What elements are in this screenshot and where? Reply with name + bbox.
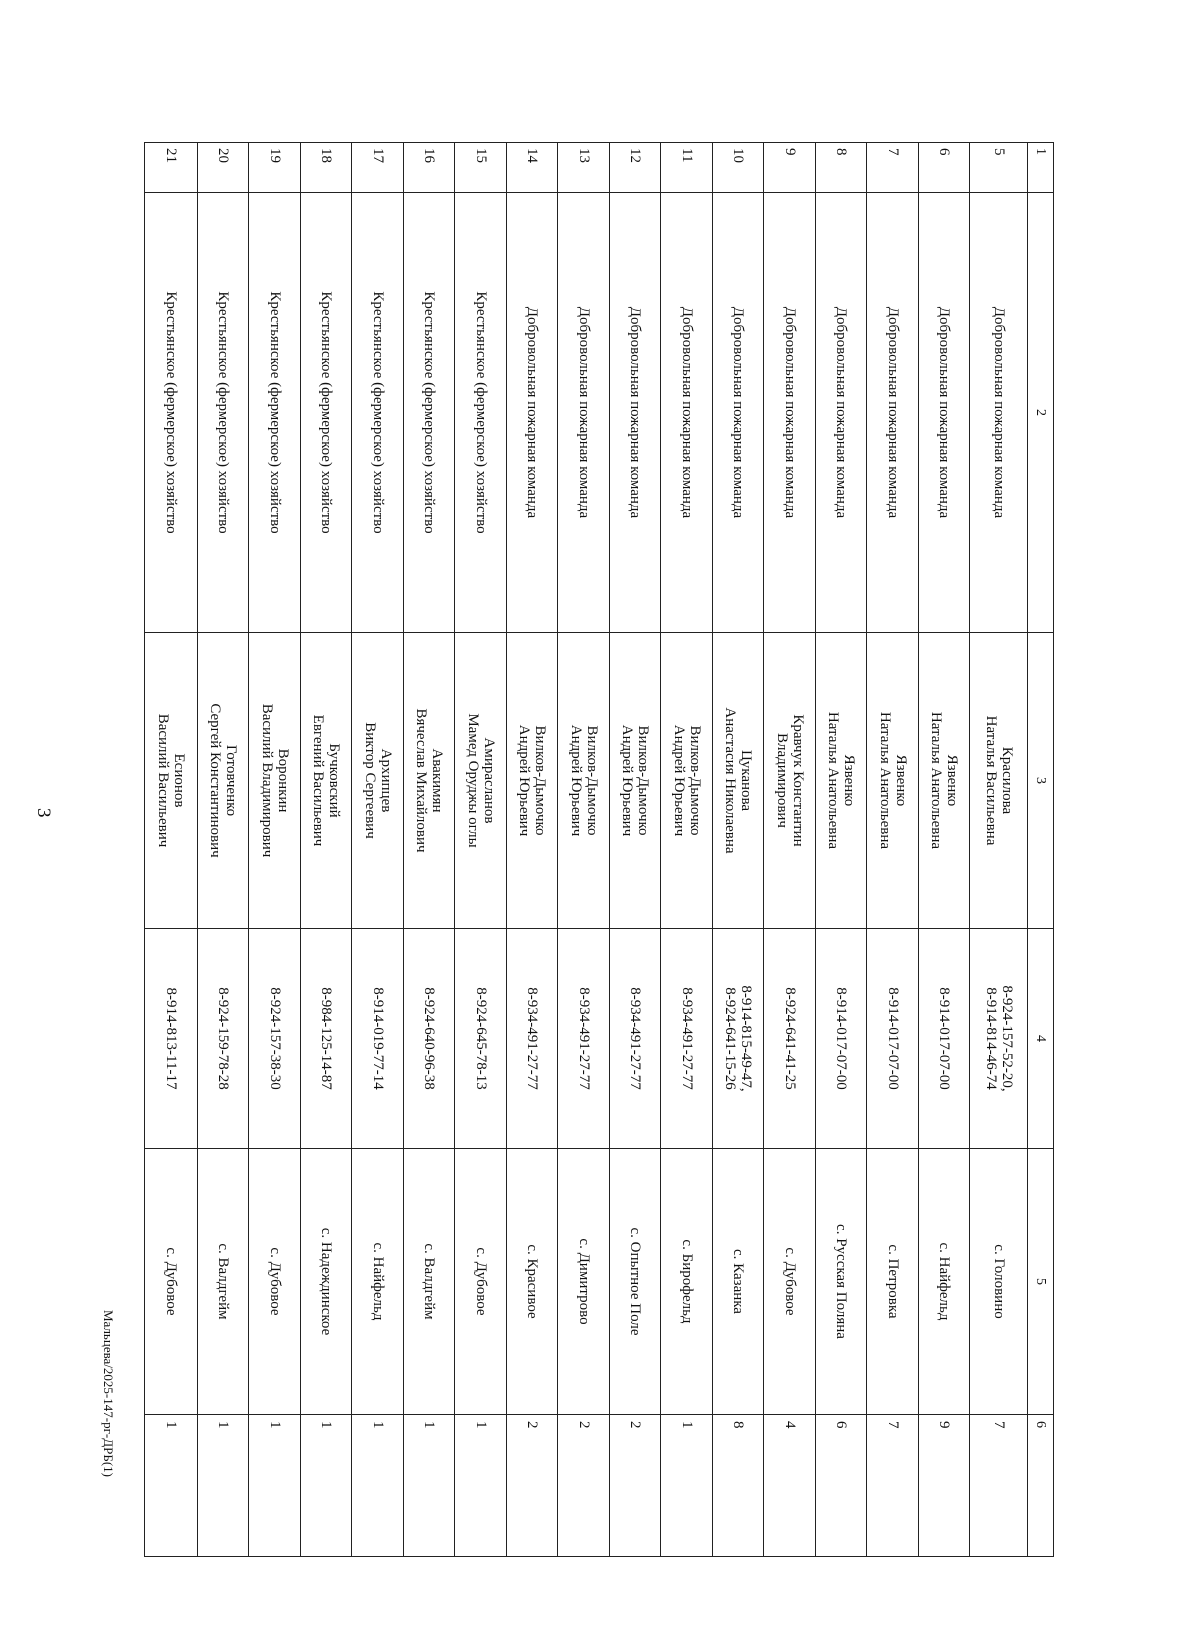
organization-cell: Добровольная пожарная команда xyxy=(970,193,1028,633)
phone-cell: 8-914-815-49-47, 8-924-641-15-26 xyxy=(712,929,764,1149)
column-header: 5 xyxy=(1028,1149,1054,1415)
phone-cell: 8-914-019-77-14 xyxy=(352,929,404,1149)
table-header-row xyxy=(1028,143,1054,1557)
column-header: 3 xyxy=(1028,633,1054,929)
organization-cell: Добровольная пожарная команда xyxy=(918,193,970,633)
locality-cell: с. Найфельд xyxy=(918,1149,970,1415)
row-number: 13 xyxy=(558,143,610,193)
phone-cell: 8-924-157-38-30 xyxy=(249,929,301,1149)
organization-cell: Добровольная пожарная команда xyxy=(815,193,867,633)
count-cell: 7 xyxy=(867,1415,919,1557)
count-cell: 2 xyxy=(609,1415,661,1557)
responsible-person-cell: Амирасланов Мамед Оруджы оглы xyxy=(455,633,507,929)
responsible-person-cell: Язвенко Наталья Анатольевна xyxy=(867,633,919,929)
table-row xyxy=(918,143,970,1557)
phone-cell: 8-914-017-07-00 xyxy=(815,929,867,1149)
phone-cell: 8-934-491-27-77 xyxy=(558,929,610,1149)
row-number: 19 xyxy=(249,143,301,193)
row-number: 6 xyxy=(918,143,970,193)
locality-cell: с. Русская Поляна xyxy=(815,1149,867,1415)
row-number: 14 xyxy=(506,143,558,193)
phone-cell: 8-924-157-52-20, 8-914-814-46-74 xyxy=(970,929,1028,1149)
phone-cell: 8-914-017-07-00 xyxy=(867,929,919,1149)
responsible-person-cell: Цуканова Анастасия Николаевна xyxy=(712,633,764,929)
column-header: 4 xyxy=(1028,929,1054,1149)
count-cell: 8 xyxy=(712,1415,764,1557)
table-body xyxy=(145,143,1054,1557)
responsible-person-cell: Вилков-Дымочко Андрей Юрьевич xyxy=(506,633,558,929)
count-cell: 1 xyxy=(403,1415,455,1557)
locality-cell: с. Бирофельд xyxy=(661,1149,713,1415)
locality-cell: с. Валдгейм xyxy=(197,1149,249,1415)
row-number: 16 xyxy=(403,143,455,193)
table-row xyxy=(661,143,713,1557)
table-row xyxy=(197,143,249,1557)
table-row xyxy=(712,143,764,1557)
row-number: 5 xyxy=(970,143,1028,193)
phone-cell: 8-934-491-27-77 xyxy=(661,929,713,1149)
organization-cell: Крестьянское (фермерское) хозяйство xyxy=(300,193,352,633)
locality-cell: с. Найфельд xyxy=(352,1149,404,1415)
column-header: 2 xyxy=(1028,193,1054,633)
responsible-person-cell: Готовченко Сергей Константинович xyxy=(197,633,249,929)
responsible-person-cell: Воронкин Василий Владимирович xyxy=(249,633,301,929)
table-row xyxy=(558,143,610,1557)
locality-cell: с. Петровка xyxy=(867,1149,919,1415)
responsible-person-cell: Красилова Наталья Васильевна xyxy=(970,633,1028,929)
table-row xyxy=(455,143,507,1557)
row-number: 17 xyxy=(352,143,404,193)
count-cell: 6 xyxy=(815,1415,867,1557)
table-row xyxy=(815,143,867,1557)
row-number: 11 xyxy=(661,143,713,193)
responsible-person-cell: Вилков-Дымочко Андрей Юрьевич xyxy=(661,633,713,929)
phone-cell: 8-924-645-78-13 xyxy=(455,929,507,1149)
responsible-person-cell: Архипцев Виктор Сергеевич xyxy=(352,633,404,929)
locality-cell: с. Димитрово xyxy=(558,1149,610,1415)
organization-cell: Добровольная пожарная команда xyxy=(661,193,713,633)
table-row xyxy=(249,143,301,1557)
phone-cell: 8-924-159-78-28 xyxy=(197,929,249,1149)
organization-cell: Добровольная пожарная команда xyxy=(867,193,919,633)
organization-cell: Крестьянское (фермерское) хозяйство xyxy=(403,193,455,633)
phone-cell: 8-984-125-14-87 xyxy=(300,929,352,1149)
phone-cell: 8-924-640-96-38 xyxy=(403,929,455,1149)
responsible-person-cell: Авакимян Вячеслав Михайлович xyxy=(403,633,455,929)
count-cell: 2 xyxy=(558,1415,610,1557)
locality-cell: с. Головино xyxy=(970,1149,1028,1415)
phone-cell: 8-914-017-07-00 xyxy=(918,929,970,1149)
page-number: 3 xyxy=(33,808,54,818)
table-row xyxy=(145,143,198,1557)
responsible-person-cell: Язвенко Наталья Анатольевна xyxy=(815,633,867,929)
count-cell: 1 xyxy=(300,1415,352,1557)
table-row xyxy=(609,143,661,1557)
count-cell: 1 xyxy=(661,1415,713,1557)
table-row xyxy=(970,143,1028,1557)
organization-cell: Добровольная пожарная команда xyxy=(712,193,764,633)
fire-brigade-table xyxy=(144,142,1054,1557)
row-number: 20 xyxy=(197,143,249,193)
row-number: 9 xyxy=(764,143,816,193)
table-row xyxy=(506,143,558,1557)
organization-cell: Добровольная пожарная команда xyxy=(764,193,816,633)
locality-cell: с. Опытное Поле xyxy=(609,1149,661,1415)
count-cell: 7 xyxy=(970,1415,1028,1557)
locality-cell: с. Дубовое xyxy=(764,1149,816,1415)
responsible-person-cell: Язвенко Наталья Анатольевна xyxy=(918,633,970,929)
organization-cell: Крестьянское (фермерское) хозяйство xyxy=(352,193,404,633)
table-row xyxy=(403,143,455,1557)
count-cell: 1 xyxy=(249,1415,301,1557)
table-row xyxy=(764,143,816,1557)
organization-cell: Добровольная пожарная команда xyxy=(506,193,558,633)
organization-cell: Крестьянское (фермерское) хозяйство xyxy=(197,193,249,633)
column-header: 1 xyxy=(1028,143,1054,193)
responsible-person-cell: Вилков-Дымочко Андрей Юрьевич xyxy=(609,633,661,929)
organization-cell: Крестьянское (фермерское) хозяйство xyxy=(145,193,198,633)
count-cell: 1 xyxy=(197,1415,249,1557)
organization-cell: Крестьянское (фермерское) хозяйство xyxy=(455,193,507,633)
locality-cell: с. Валдгейм xyxy=(403,1149,455,1415)
count-cell: 2 xyxy=(506,1415,558,1557)
organization-cell: Добровольная пожарная команда xyxy=(558,193,610,633)
table-row xyxy=(867,143,919,1557)
row-number: 18 xyxy=(300,143,352,193)
count-cell: 4 xyxy=(764,1415,816,1557)
responsible-person-cell: Есионов Василий Васильевич xyxy=(145,633,198,929)
row-number: 12 xyxy=(609,143,661,193)
row-number: 10 xyxy=(712,143,764,193)
locality-cell: с. Казанка xyxy=(712,1149,764,1415)
count-cell: 1 xyxy=(455,1415,507,1557)
table-row xyxy=(300,143,352,1557)
row-number: 15 xyxy=(455,143,507,193)
row-number: 7 xyxy=(867,143,919,193)
count-cell: 1 xyxy=(352,1415,404,1557)
responsible-person-cell: Бучковский Евгений Васильевич xyxy=(300,633,352,929)
responsible-person-cell: Кравчук Константин Владимирович xyxy=(764,633,816,929)
row-number: 21 xyxy=(145,143,198,193)
organization-cell: Крестьянское (фермерское) хозяйство xyxy=(249,193,301,633)
phone-cell: 8-934-491-27-77 xyxy=(609,929,661,1149)
organization-cell: Добровольная пожарная команда xyxy=(609,193,661,633)
locality-cell: с. Дубовое xyxy=(145,1149,198,1415)
phone-cell: 8-934-491-27-77 xyxy=(506,929,558,1149)
responsible-person-cell: Вилков-Дымочко Андрей Юрьевич xyxy=(558,633,610,929)
locality-cell: с. Красивое xyxy=(506,1149,558,1415)
column-header: 6 xyxy=(1028,1415,1054,1557)
phone-cell: 8-914-813-11-17 xyxy=(145,929,198,1149)
locality-cell: с. Надеждинское xyxy=(300,1149,352,1415)
phone-cell: 8-924-641-41-25 xyxy=(764,929,816,1149)
locality-cell: с. Дубовое xyxy=(455,1149,507,1415)
row-number: 8 xyxy=(815,143,867,193)
document-code: Мальцева/2025-147-рг-ДРБ(1) xyxy=(101,1310,116,1477)
table-row xyxy=(352,143,404,1557)
locality-cell: с. Дубовое xyxy=(249,1149,301,1415)
count-cell: 1 xyxy=(145,1415,198,1557)
count-cell: 9 xyxy=(918,1415,970,1557)
